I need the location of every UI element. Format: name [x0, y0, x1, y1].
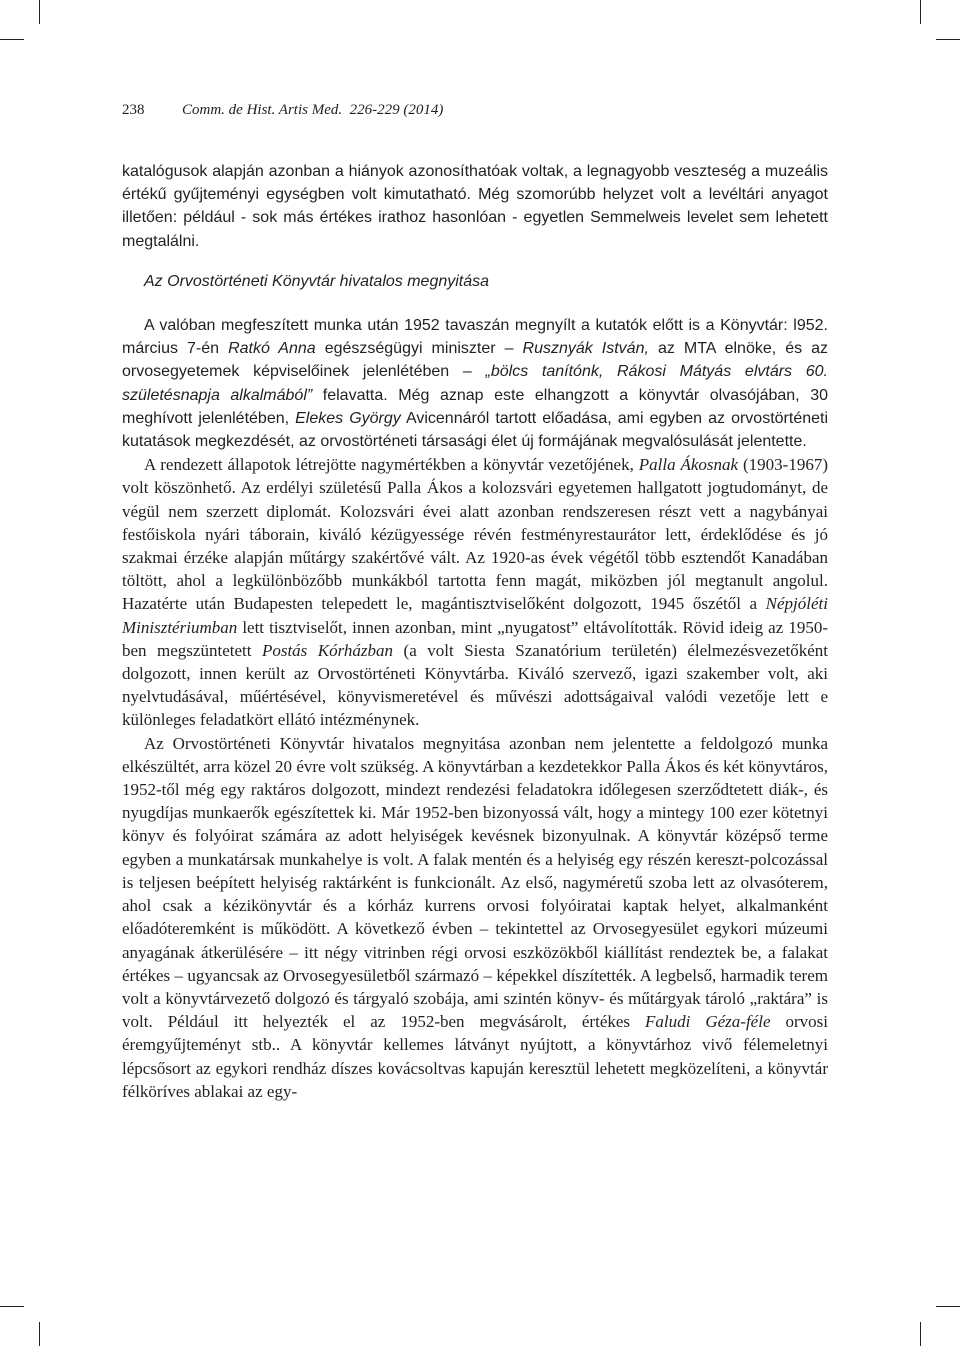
text-run: A valóban megfeszített munka után 1952 tavaszán megnyílt a kutatók előtt is a Könyvtár: l952.	[144, 317, 828, 335]
crop-mark-bottom-right-h	[936, 1306, 960, 1307]
italic-run: Postás Kórházban	[261, 640, 394, 660]
paragraph	[122, 732, 828, 1103]
crop-mark-bottom-left-h	[0, 1306, 24, 1307]
text-run: (1903-1967) volt köszönhető. Az erdélyi születésű Palla Ákos a kolozsvári egyetemen hallgatott jogtudományt, de végül nem szerzett diplomát. Kolozsvári évei alatt azonban rendszeresen részt vett a nagybányai festőiskola nyári táborain, kiváló kézügyessége révén festményrestaurátor lett, érdeklődése és jó szakmai érzéke alapján műtárgy szakértővé vált. Az 1920-as évek végétől több esztendőt Kanadában töltött, ahol a legkülönbözőbb munkákból tartotta fenn magát, miközben jól megtanult angolul. Hazatérte után Budapesten telepedett le, magántisztviselőként dolgozott, 1945 őszétől a	[122, 455, 829, 614]
page-number: 238	[122, 102, 145, 118]
text-run: március 7-én	[122, 340, 229, 358]
italic-run: „bölcs tanítónk, Rákosi Mátyás elvtárs 60. születésnapja alkalmából”	[122, 363, 829, 404]
italic-run: Ratkó Anna	[228, 340, 316, 358]
italic-run: Elekes György	[295, 409, 401, 427]
journal-title: Comm. de Hist. Artis Med.	[182, 102, 343, 118]
text-run: A rendezett állapotok létrejötte nagymértékben a könyvtár vezetőjének,	[144, 455, 639, 475]
text-run: felavatta. Még aznap este elhangzott a könyvtár olvasójában, 30 meghívott jelenlétében,	[122, 386, 828, 427]
running-head	[122, 100, 443, 120]
italic-run: Palla Ákosnak	[638, 455, 739, 475]
paragraph	[122, 160, 828, 253]
crop-mark-bottom-right	[920, 1322, 921, 1346]
text-run: orvosi éremgyűjteményt stb.. A könyvtár kellemes látványt nyújtott, a könyvtárhoz vivő félemeletnyi lépcsősort az egykori rendház díszes kovácsoltvas kapuján keresztül lehetett megközelíteni, a könyvtár félköríves ablakai az egy-	[122, 1012, 828, 1101]
text-run: katalógusok alapján azonban a hiányok azonosíthatóak voltak, a legnagyobb veszteség a muzeális értékű gyűjteményi egységben volt kimutatható. Még szomorúbb helyzet volt a levéltári anyagot illetően: például - sok más értékes irathoz hasonlóan - egyetlen Semmelweis levelet sem lehetett megtalálni.	[122, 163, 828, 250]
paragraph	[122, 453, 828, 731]
section-heading: Az Orvostörténeti Könyvtár hivatalos megnyitása	[144, 272, 490, 290]
italic-run: Népjóléti Minisztériumban	[122, 594, 828, 637]
crop-mark-top-right	[920, 0, 921, 24]
text-run: Avicennáról tartott előadása, ami egyben az orvostörténeti kutatások megkezdését, az orvostörténeti társasági élet új formájának megvalósulását jelentette.	[122, 409, 829, 451]
text-run: lett tisztviselőt, innen azonban, mint „nyugatost” eltávolították. Rövid ideig az 1950-ben megszüntetett	[122, 617, 828, 660]
text-run: Az Orvostörténeti Könyvtár hivatalos megnyitása azonban nem jelentette a feldolgozó munka elkészültét, arra közel 20 évre volt szükség. A könyvtárban a kezdetekkor Palla Ákos és két könyvtáros, 1952-től még egy raktáros dolgozott, mindezt rendezési feladatokra időlegesen szerződtetett diák-, és nyugdíjas munkaerők egészítettek ki. Már 1952-ben bizonyossá vált, hogy a mintegy 100 ezer kötetnyi könyv és folyóirat számára az adott helyiségek kevésnek bizonyulnak. A könyvtár középső terme egyben a munkatársak munkahelye is volt. A falak mentén és a helyiség egy részén kereszt-polcozással is teljesen beépített helyiség raktárként is funkcionált. Az első, nagyméretű szoba lett az olvasóterem, ahol csak a kézikönyvtár és a kórház kurrens orvosi folyóiratai kaptak helyet, alkalmanként előadóteremként is működött. A következő évben – tekintettel az Orvosegyesület egykori múzeumi anyagának átkerülésére – itt négy vitrinben régi orvosi eszközökből kiállítást rendeztek be, a falakat értékes – ugyancsak az Orvosegyesületből származó – képekkel díszítették. A legbelső, harmadik terem volt a könyvtárvezető dolgozó és tárgyaló szobája, ami szintén könyv- és műtárgyak tároló „raktára” is volt. Például itt helyezték el az 1952-ben megvásárolt, értékes	[122, 733, 828, 1032]
text-run: az MTA elnöke, és az orvosegyetemek képviselőinek jelenlétében –	[122, 340, 829, 381]
crop-mark-top-right-h	[936, 39, 960, 40]
paragraph	[122, 314, 828, 453]
journal-pages: 226-229 (2014)	[349, 102, 444, 118]
italic-run: Rusznyák István,	[522, 340, 649, 358]
text-run: egészségügyi miniszter –	[315, 340, 523, 358]
crop-mark-bottom-left	[39, 1322, 40, 1346]
article-body	[122, 160, 828, 1103]
crop-mark-top-left-h	[0, 39, 24, 40]
italic-run: Faludi Géza-féle	[645, 1012, 771, 1032]
crop-mark-top-left	[39, 0, 40, 24]
text-run: (a volt Siesta Szanatórium területén) élelmezésvezetőként dolgozott, innen került az Orvostörténeti Könyvtárba. Kiváló szervező, igazi szakember volt, aki nyelvtudásával, műértésével, könyvismeretével és művészi adottságaival valódi vezetője lett e különleges feladatkört ellátó intézménynek.	[122, 640, 828, 730]
